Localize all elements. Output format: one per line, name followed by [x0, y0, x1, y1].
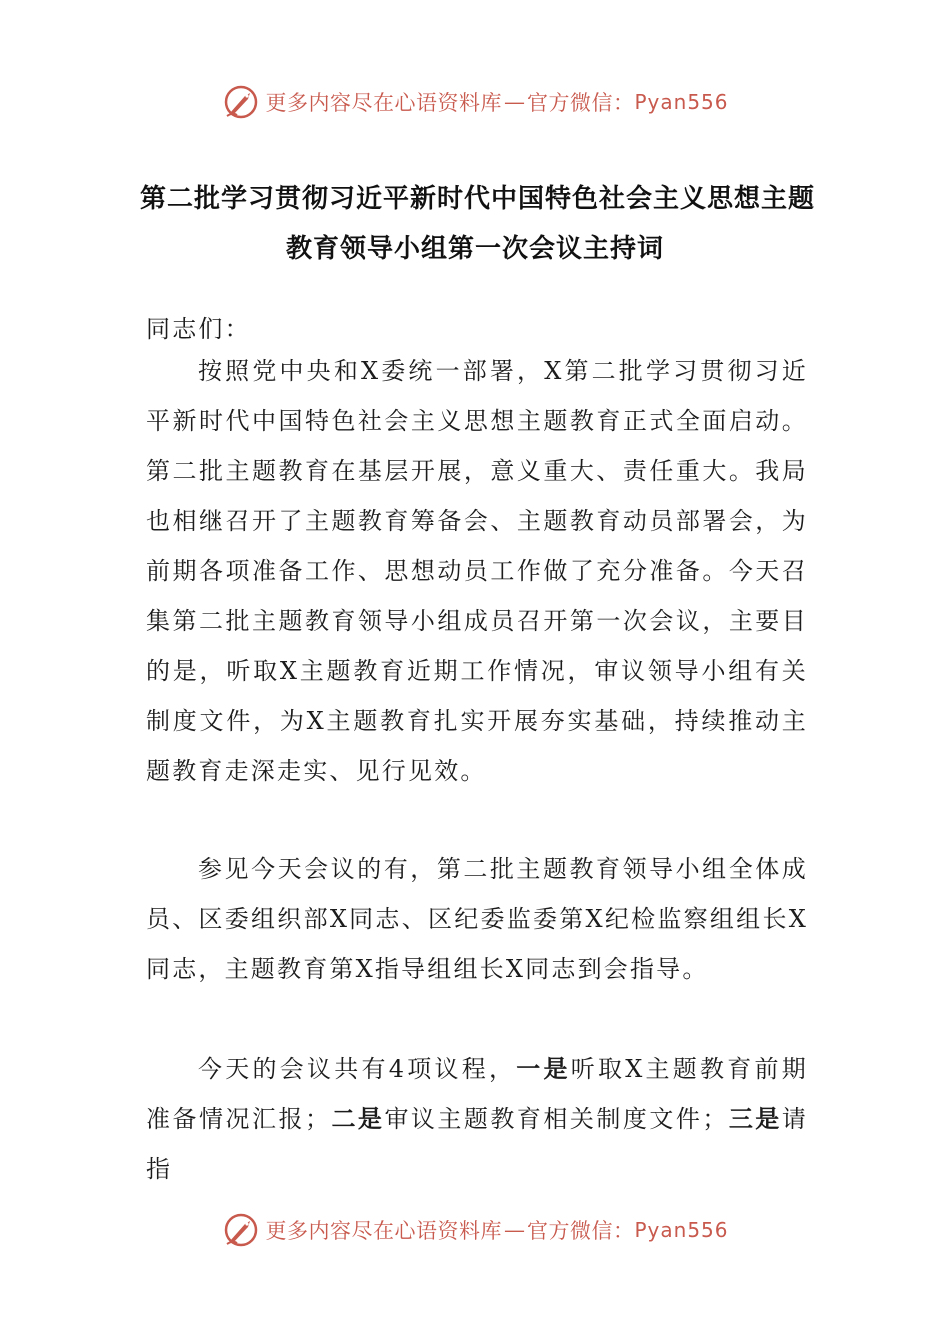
footer-banner: [0, 1206, 950, 1254]
agenda-intro: 今天的会议共有4项议程，: [198, 1055, 517, 1083]
document-title-line1: 第二批学习贯彻习近平新时代中国特色社会主义思想主题: [140, 184, 816, 214]
pen-nib-icon: [221, 82, 261, 122]
banner-wechat-id: Pyan556: [634, 90, 729, 114]
agenda-item3-label: 三是: [728, 1104, 782, 1133]
banner-text: 更多内容尽在心语资料库: [265, 91, 502, 115]
agenda-item3-text: 请指: [146, 1105, 809, 1183]
pen-nib-icon: [221, 1210, 261, 1250]
header-banner: [0, 78, 950, 126]
agenda-item1-text: 听取X主题教育前期准备情况汇报；: [146, 1055, 808, 1133]
paragraph-1: [146, 346, 808, 796]
footer-banner-separator: —: [503, 1218, 525, 1242]
agenda-item2-text: 审议主题教育相关制度文件；: [384, 1105, 729, 1133]
banner-separator: —: [503, 90, 525, 114]
footer-banner-wechat-id: Pyan556: [634, 1218, 729, 1242]
agenda-item1-label: 一是: [516, 1054, 571, 1083]
paragraph-2: [146, 844, 808, 994]
banner-wechat-label: 官方微信：: [526, 91, 635, 115]
document-title-line2: 教育领导小组第一次会议主持词: [285, 234, 664, 264]
paragraph-3: [146, 1044, 808, 1194]
paragraph-2-text: 参见今天会议的有，第二批主题教育领导小组全体成员、区委组织部X同志、区纪委监委第X纪检监察组组长X同志，主题教育第X指导组组长X同志到会指导。: [146, 855, 808, 983]
paragraph-3-text: [146, 1044, 808, 1194]
paragraph-1-text: 按照党中央和X委统一部署，X第二批学习贯彻习近平新时代中国特色社会主义思想主题教育正式全面启动。第二批主题教育在基层开展，意义重大、责任重大。我局也相继召开了主题教育筹备会、主题教育动员部署会，为前期各项准备工作、思想动员工作做了充分准备。今天召集第二批主题教育领导小组成员召开第一次会议，主要目的是，听取X主题教育近期工作情况，审议领导小组有关制度文件，为X主题教育扎实开展夯实基础，持续推动主题教育走深走实、见行见效。: [146, 357, 808, 785]
footer-banner-wechat-label: 官方微信：: [526, 1219, 635, 1243]
agenda-item2-label: 二是: [331, 1104, 385, 1133]
salutation: 同志们：: [146, 315, 251, 343]
footer-banner-text: 更多内容尽在心语资料库: [265, 1219, 502, 1243]
